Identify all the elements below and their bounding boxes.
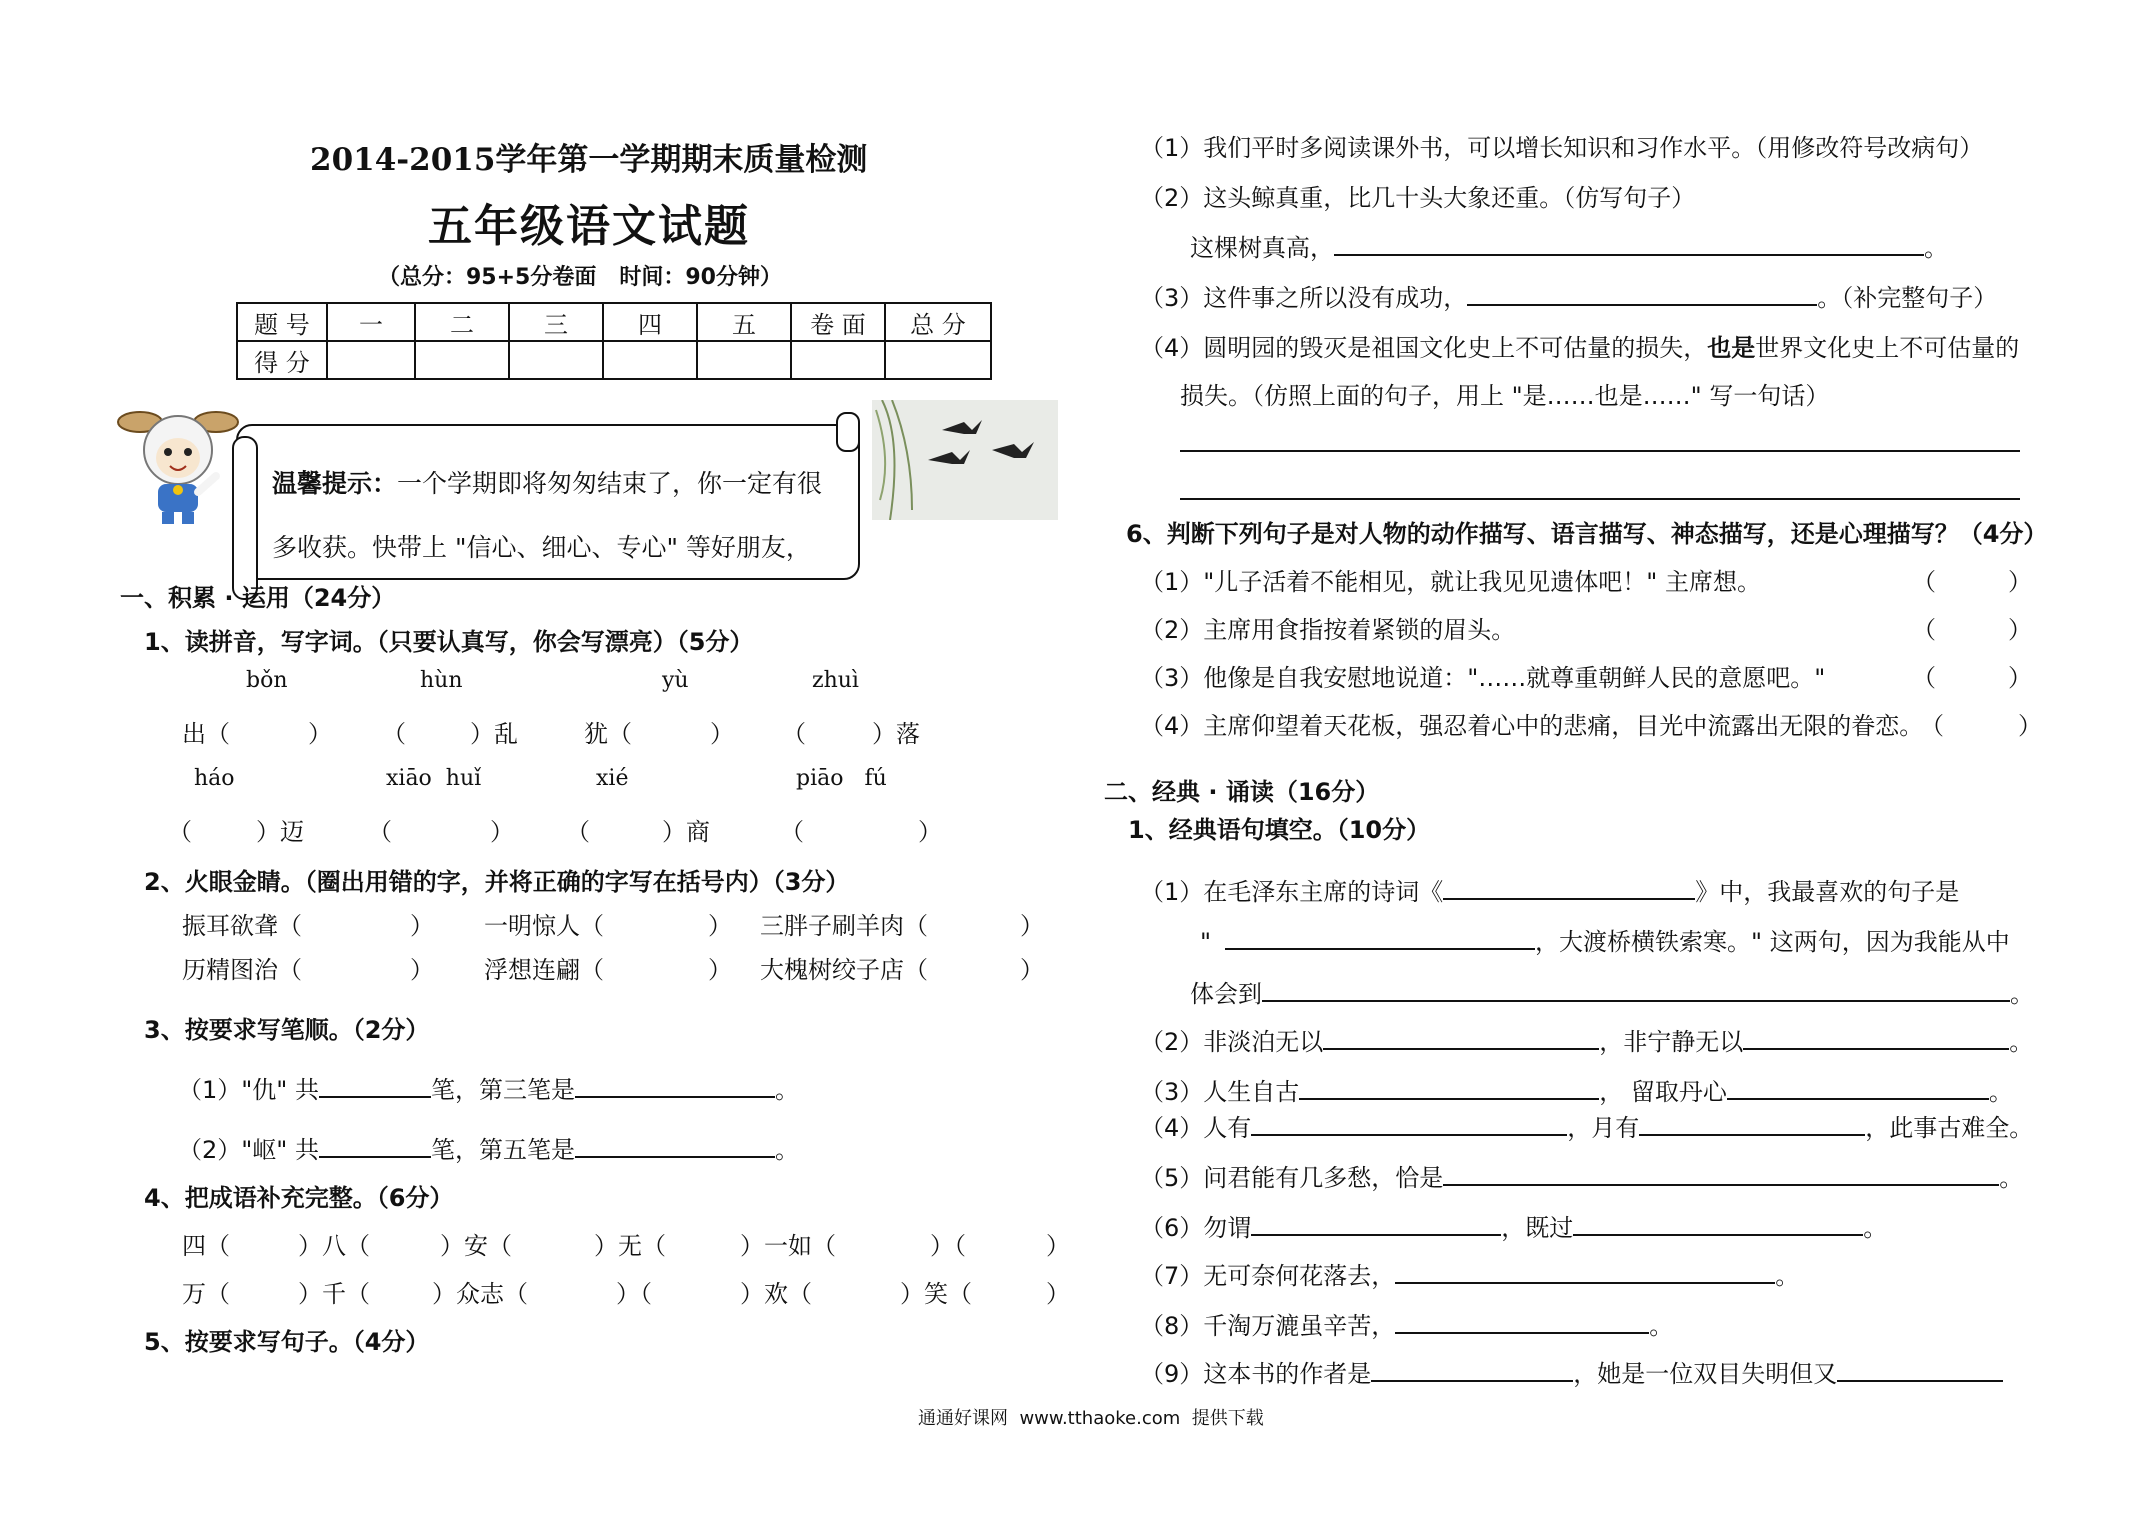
- fill-text: ， 留取丹心: [1599, 1078, 1727, 1106]
- score-input-cell[interactable]: [415, 341, 509, 379]
- r-q2-blank[interactable]: [1334, 228, 1924, 256]
- q2-item: 浮想连翩（: [484, 956, 604, 984]
- q4-item: 万（: [182, 1280, 230, 1308]
- fill-blank[interactable]: [1323, 1022, 1599, 1050]
- q3-text: 笔，第三笔是: [430, 1076, 575, 1104]
- r-q4-text: （4）圆明园的毁灭是祖国文化史上不可估量的损失，: [1140, 334, 1708, 362]
- fill-text: 。: [2009, 1028, 2034, 1056]
- fill-text: ，此事古难全。: [1865, 1114, 2034, 1142]
- q1-pinyin: bǒn: [246, 668, 288, 693]
- score-header-cell: 三: [509, 303, 603, 341]
- q6-paren-close: ）: [2008, 664, 2032, 692]
- tip-line-1: [272, 464, 822, 500]
- q3-title: 3、按要求写笔顺。（2分）: [144, 1016, 430, 1044]
- q2-item: 大槐树绞子店（: [760, 956, 928, 984]
- fill-blank[interactable]: [1395, 1256, 1775, 1284]
- fill-text: （1）在毛泽东主席的诗词《: [1140, 878, 1444, 906]
- q4-item: ）一如（: [740, 1232, 836, 1260]
- q6-title: 6、判断下列句子是对人物的动作描写、语言描写、神态描写，还是心理描写？（4分）: [1126, 520, 2048, 548]
- q1-pinyin: zhuì: [812, 668, 859, 693]
- tip-line-2: 多收获。快带上 "信心、细心、专心" 等好朋友，: [272, 533, 811, 562]
- q2-item: 一明惊人（: [484, 912, 604, 940]
- fill-blank[interactable]: [1371, 1354, 1573, 1382]
- q6-paren-open: （: [1912, 616, 1936, 644]
- fill-9: [1140, 1354, 2003, 1389]
- fill-text: （2）非淡泊无以: [1140, 1028, 1324, 1056]
- q6-item: （3）他像是自我安慰地说道："……就尊重朝鲜人民的意愿吧。": [1140, 664, 1826, 692]
- exam-info: （总分：95+5分卷面 时间：90分钟）: [378, 265, 782, 290]
- score-header-cell: 一: [327, 303, 415, 341]
- fill-1a: [1140, 872, 1959, 907]
- score-input-cell[interactable]: [697, 341, 791, 379]
- q4-item: ）（: [930, 1232, 966, 1260]
- fill-7: [1140, 1256, 1799, 1291]
- r-q4-tail: 世界文化史上不可估量的: [1755, 334, 2020, 362]
- q3-text: （2）"岖" 共: [178, 1136, 319, 1164]
- fill-blank[interactable]: [1743, 1022, 2009, 1050]
- q6-item: （2）主席用食指按着紧锁的眉头。: [1140, 616, 1516, 644]
- goat-cartoon-icon: [112, 400, 242, 530]
- r-q2-prompt: 这棵树真高，: [1190, 234, 1334, 262]
- fill-3: [1140, 1072, 2013, 1107]
- q2-item: 振耳欲聋（: [182, 912, 302, 940]
- fill-text: ，非宁静无以: [1599, 1028, 1744, 1056]
- q2-item: 历精图治（: [182, 956, 302, 984]
- r-q4-answer-line[interactable]: [1180, 498, 2020, 500]
- score-header-cell: 题 号: [237, 303, 327, 341]
- q6-paren-close: ）: [2008, 568, 2032, 596]
- q1-pinyin: xié: [596, 766, 629, 791]
- fill-text: ，她是一位双目失明但又: [1573, 1360, 1838, 1388]
- fill-text: 》中，我最喜欢的句子是: [1695, 878, 1960, 906]
- q4-item: ）八（: [298, 1232, 370, 1260]
- score-header-cell: 总 分: [885, 303, 991, 341]
- q1-blank-text: 犹（: [584, 720, 632, 748]
- q4-item: ）笑（: [900, 1280, 972, 1308]
- fill-text: （5）问君能有几多愁，恰是: [1140, 1164, 1444, 1192]
- q1-blank-text: （: [382, 720, 406, 748]
- q1-blank-text: ）: [918, 818, 942, 846]
- q3-text: （1）"仇" 共: [178, 1076, 319, 1104]
- swallows-willow-painting: [872, 400, 1058, 520]
- r-q3-line: [1140, 278, 1997, 313]
- footer-credit: 通通好课网 www.tthaoke.com 提供下载: [918, 1408, 1264, 1429]
- q1-blank-text: （: [782, 720, 806, 748]
- fill-blank[interactable]: [1262, 974, 2010, 1002]
- q3-blank[interactable]: [319, 1070, 431, 1098]
- q2-item: ）: [1020, 912, 1044, 940]
- score-input-cell[interactable]: [603, 341, 697, 379]
- fill-text: 。: [1649, 1312, 1674, 1340]
- q1-blank-text: ）: [710, 720, 734, 748]
- score-header-cell: 五: [697, 303, 791, 341]
- fill-blank[interactable]: [1727, 1072, 1989, 1100]
- r-q2: （2）这头鲸真重，比几十头大象还重。（仿写句子）: [1140, 184, 1696, 212]
- q2-item: ）: [1020, 956, 1044, 984]
- q4-item: ）无（: [594, 1232, 666, 1260]
- q6-paren-open: （: [1912, 664, 1936, 692]
- q1-blank-text: ）落: [872, 720, 920, 748]
- q4-item: ）千（: [298, 1280, 370, 1308]
- fill-8: [1140, 1306, 1673, 1341]
- fill-text: 。: [1863, 1214, 1888, 1242]
- fill-text: 。: [1999, 1164, 2024, 1192]
- score-header-cell: 二: [415, 303, 509, 341]
- q6-item: （4）主席仰望着天花板，强忍着心中的悲痛，目光中流露出无限的眷恋。: [1140, 712, 1924, 740]
- q1-blank-text: （: [368, 818, 392, 846]
- q1-blank-text: （: [566, 818, 590, 846]
- fill-text: （9）这本书的作者是: [1140, 1360, 1372, 1388]
- fill-blank[interactable]: [1225, 922, 1535, 950]
- q4-item: ）欢（: [740, 1280, 812, 1308]
- fill-text: （3）人生自古: [1140, 1078, 1300, 1106]
- q4-item: ）（: [616, 1280, 652, 1308]
- q5-title: 5、按要求写句子。（4分）: [144, 1328, 430, 1356]
- fill-6: [1140, 1208, 1887, 1243]
- q3-line-2: [178, 1130, 799, 1165]
- q3-blank[interactable]: [319, 1130, 431, 1158]
- q1-title: 1、读拼音，写字词。（只要认真写，你会写漂亮）（5分）: [144, 628, 754, 656]
- score-input-cell[interactable]: [327, 341, 415, 379]
- fill-text: 。: [2010, 980, 2034, 1008]
- fill-text: ，月有: [1567, 1114, 1640, 1142]
- fill-blank[interactable]: [1251, 1108, 1567, 1136]
- q1-blank-text: 出（: [182, 720, 230, 748]
- q1-blank-text: （: [780, 818, 804, 846]
- q3-blank[interactable]: [575, 1070, 775, 1098]
- q1-blank-text: ）商: [662, 818, 710, 846]
- score-header-cell: 四: [603, 303, 697, 341]
- exam-title: 2014-2015学年第一学期期末质量检测: [310, 142, 868, 178]
- q1-pinyin: háo: [194, 766, 235, 791]
- r-q3-prompt: （3）这件事之所以没有成功，: [1140, 284, 1468, 312]
- fill-text: 。: [1988, 1078, 2013, 1106]
- tip-label: 温馨提示：: [272, 469, 398, 498]
- fill-text: （8）千淘万漉虽辛苦，: [1140, 1312, 1396, 1340]
- r-q4-bold: 也是: [1707, 334, 1756, 362]
- fill-1c: [1190, 974, 2034, 1009]
- q1-pinyin: hùn: [420, 668, 463, 693]
- s2-q1-title: 1、经典语句填空。（10分）: [1128, 816, 1431, 844]
- q2-title: 2、火眼金睛。（圈出用错的字，并将正确的字写在括号内）（3分）: [144, 868, 850, 896]
- q6-item: （1）"儿子活着不能相见，就让我见见遗体吧！" 主席想。: [1140, 568, 1761, 596]
- q1-blank-text: （: [168, 818, 192, 846]
- r-q3-end: 。（补完整句子）: [1817, 284, 1998, 312]
- score-input-cell[interactable]: [509, 341, 603, 379]
- q1-blank-text: ）: [490, 818, 514, 846]
- fill-text: ": [1200, 928, 1212, 956]
- section-2-title: 二、经典 · 诵读（16分）: [1104, 778, 1380, 806]
- fill-4: [1140, 1108, 2033, 1143]
- q3-text: 。: [774, 1076, 799, 1104]
- q2-item: 三胖子刷羊肉（: [760, 912, 928, 940]
- section-1-title: 一、积累 · 运用（24分）: [120, 584, 396, 612]
- q4-title: 4、把成语补充完整。（6分）: [144, 1184, 454, 1212]
- q1-pinyin: xiāo huǐ: [386, 766, 482, 791]
- fill-blank[interactable]: [1299, 1072, 1599, 1100]
- q1-blank-text: ）迈: [256, 818, 304, 846]
- q4-item: 四（: [182, 1232, 230, 1260]
- q4-item: ）: [1046, 1232, 1070, 1260]
- q3-text: 。: [774, 1136, 799, 1164]
- fill-text: ，大渡桥横铁索寒。" 这两句，因为我能从中: [1535, 928, 2010, 956]
- subject-title: 五年级语文试题: [428, 201, 750, 252]
- fill-blank[interactable]: [1573, 1208, 1863, 1236]
- q4-item: ）众志（: [432, 1280, 528, 1308]
- q2-item: ）: [708, 912, 732, 940]
- r-q4-line-1: [1140, 328, 2019, 363]
- q3-line-1: [178, 1070, 799, 1105]
- q6-paren-open: （: [1912, 568, 1936, 596]
- fill-text: （7）无可奈何花落去，: [1140, 1262, 1396, 1290]
- q6-paren-open: （: [1920, 712, 1944, 740]
- tip-text-1: 一个学期即将匆匆结束了，你一定有很: [397, 469, 823, 498]
- q6-paren-close: ）: [2008, 616, 2032, 644]
- q1-pinyin: piāo fú: [796, 766, 887, 791]
- r-q3-blank[interactable]: [1467, 278, 1817, 306]
- score-input-cell[interactable]: [791, 341, 885, 379]
- scroll-roll-left: [232, 436, 258, 600]
- fill-text: （4）人有: [1140, 1114, 1252, 1142]
- q2-item: ）: [410, 956, 434, 984]
- q2-item: ）: [410, 912, 434, 940]
- fill-text: 体会到: [1190, 980, 1262, 1008]
- fill-5: [1140, 1158, 2023, 1193]
- r-q2-end: 。: [1924, 234, 1948, 262]
- fill-blank[interactable]: [1639, 1108, 1865, 1136]
- score-header-cell: 卷 面: [791, 303, 885, 341]
- fill-text: 。: [1775, 1262, 1800, 1290]
- score-input-cell[interactable]: [885, 341, 991, 379]
- q3-text: 笔，第五笔是: [430, 1136, 575, 1164]
- score-table: [236, 302, 992, 380]
- q3-blank[interactable]: [575, 1130, 775, 1158]
- q4-item: ）安（: [440, 1232, 512, 1260]
- fill-2: [1140, 1022, 2033, 1057]
- r-q1: （1）我们平时多阅读课外书，可以增长知识和习作水平。（用修改符号改病句）: [1140, 134, 1984, 162]
- fill-blank[interactable]: [1251, 1208, 1501, 1236]
- fill-blank[interactable]: [1443, 872, 1695, 900]
- fill-blank[interactable]: [1837, 1354, 2003, 1382]
- fill-blank[interactable]: [1443, 1158, 1999, 1186]
- q1-blank-text: ）: [308, 720, 332, 748]
- fill-text: ，既过: [1501, 1214, 1574, 1242]
- q4-item: ）: [1046, 1280, 1070, 1308]
- r-q4-answer-line[interactable]: [1180, 450, 2020, 452]
- q2-item: ）: [708, 956, 732, 984]
- q1-pinyin: yù: [662, 668, 689, 693]
- fill-text: （6）勿谓: [1140, 1214, 1252, 1242]
- fill-blank[interactable]: [1395, 1306, 1649, 1334]
- q1-blank-text: ）乱: [470, 720, 518, 748]
- q6-paren-close: ）: [2018, 712, 2042, 740]
- r-q4-line-2: 损失。（仿照上面的句子，用上 "是……也是……" 写一句话）: [1180, 382, 1830, 410]
- r-q2-answer-line: [1190, 228, 1948, 263]
- score-label-cell: 得 分: [237, 341, 327, 379]
- scroll-roll-right: [836, 412, 860, 452]
- fill-1b: [1200, 922, 2010, 957]
